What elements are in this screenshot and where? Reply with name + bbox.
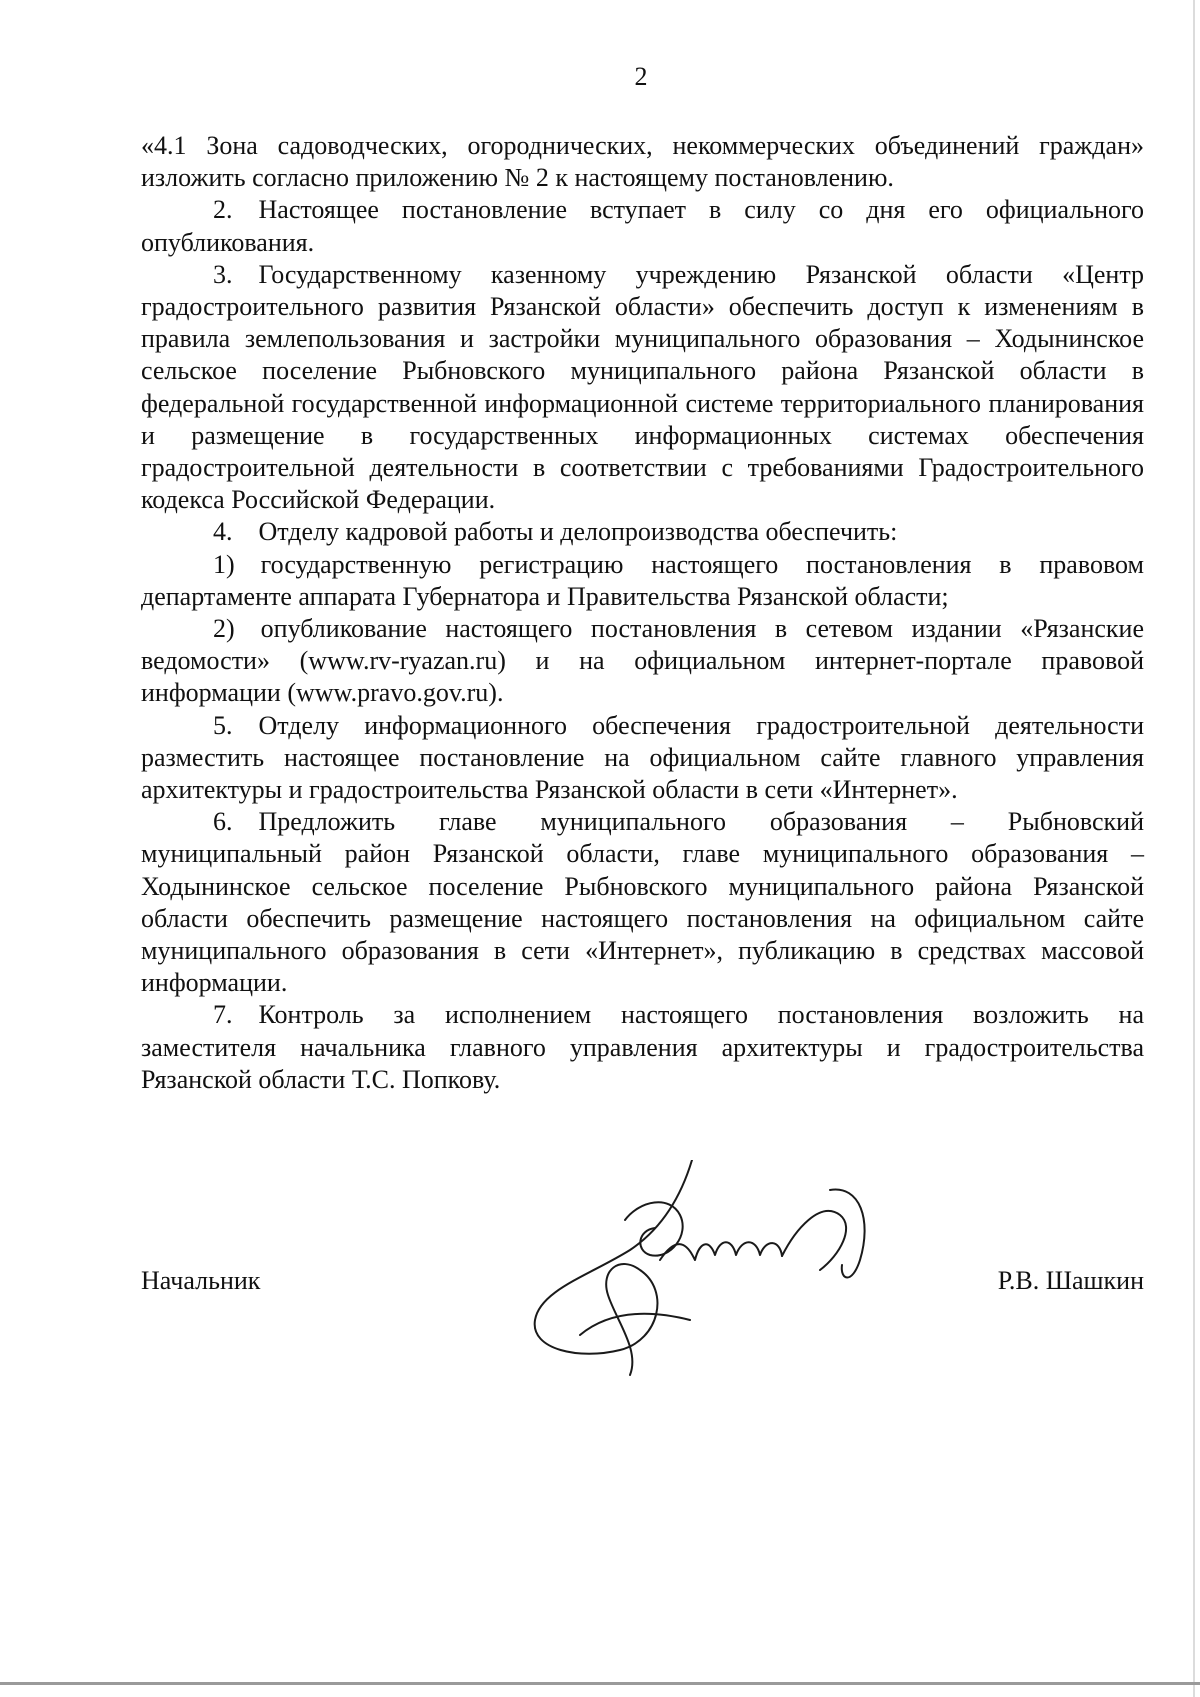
page-number: 2 <box>634 62 648 91</box>
paragraph-5: 5. Отделу информационного обеспечения градостроительной деятельности разместить настоящее постановление на официальном сайте главного управления архитектуры и градостроительства Рязанской области в сети «Интернет». <box>141 710 1144 805</box>
paragraph-4: 4. Отделу кадровой работы и делопроизводства обеспечить: <box>213 517 898 547</box>
paragraph-4-1-continuation: «4.1 Зона садоводческих, огороднических, некоммерческих объединений граждан» изложить согласно приложению № 2 к настоящему постановлению. <box>141 131 1144 193</box>
document-body <box>141 130 1144 1096</box>
paragraph-3: 3. Государственному казенному учреждению Рязанской области «Центр градостроительного развития Рязанской области» обеспечить доступ к изменениям в правила землепользования и застройки муниципального образования – Ходынинское сельское поселение Рыбновского муниципального района Рязанской области в федеральной государственной информационной системе территориального планирования и размещение в государственных информационных системах обеспечения градостроительной деятельности в соответствии с требованиями Градостроительного кодекса Российской Федерации. <box>141 259 1144 515</box>
signatory-name: Р.В. Шашкин <box>997 1266 1144 1295</box>
scan-edge-right <box>1193 0 1195 1697</box>
paragraph-4-item-1: 1) государственную регистрацию настоящего постановления в правовом департаменте аппарата Губернатора и Правительства Рязанской области; <box>141 549 1144 611</box>
signatory-position: Начальник <box>141 1266 261 1295</box>
scan-edge-bottom <box>0 1682 1200 1685</box>
paragraph-2: 2. Настоящее постановление вступает в силу со дня его официального опубликования. <box>141 195 1144 257</box>
paragraph-6: 6. Предложить главе муниципального образования – Рыбновский муниципальный район Рязанской области, главе муниципального образования – Ходынинское сельское поселение Рыбновского муниципального района Рязанской области обеспечить размещение настоящего постановления на официальном сайте муниципального образования в сети «Интернет», публикацию в средствах массовой информации. <box>141 807 1144 998</box>
handwritten-signature <box>520 1160 940 1380</box>
paragraph-4-item-2: 2) опубликование настоящего постановления в сетевом издании «Рязанские ведомости» (www.rv-ryazan.ru) и на официальном интернет-портале правовой информации (www.pravo.gov.ru). <box>141 614 1144 708</box>
paragraph-7: 7. Контроль за исполнением настоящего постановления возложить на заместителя начальника главного управления архитектуры и градостроительства Рязанской области Т.С. Попкову. <box>141 1000 1144 1094</box>
